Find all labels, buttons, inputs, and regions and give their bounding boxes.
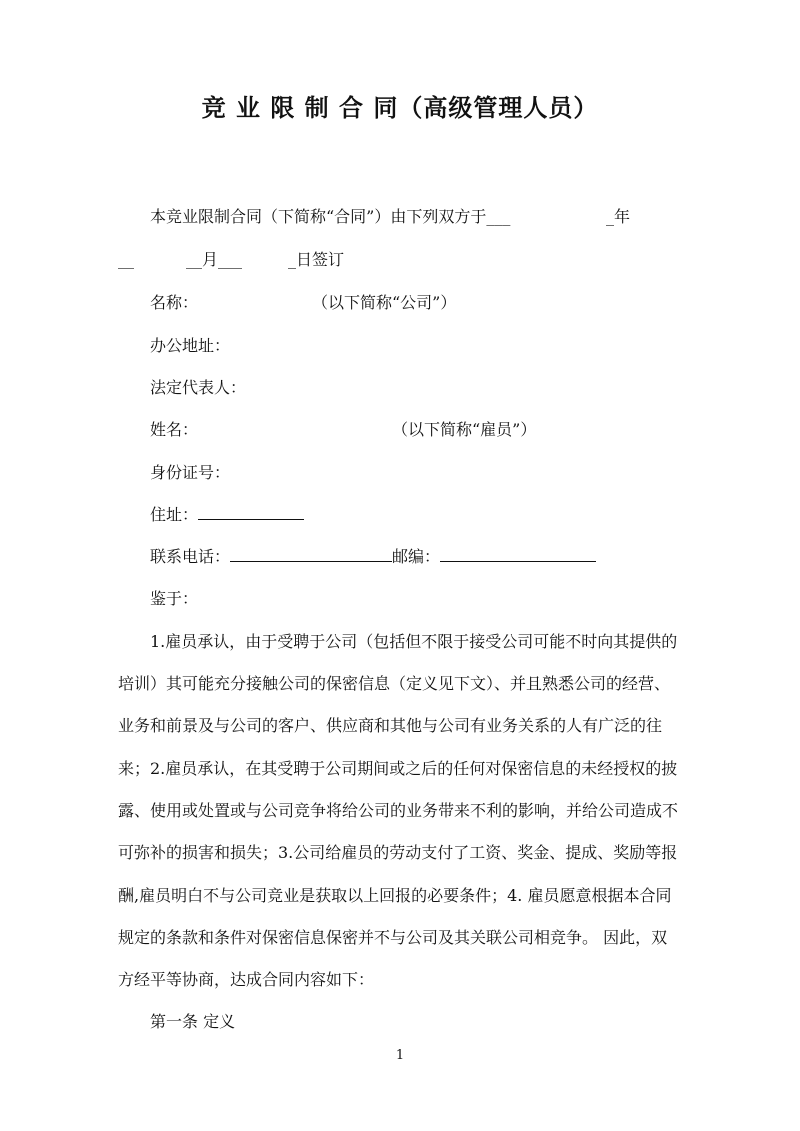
body-line: 1.雇员承认，由于受聘于公司（包括但不限于接受公司可能不时向其提供的 xyxy=(150,632,678,651)
company-address-label: 办公地址： xyxy=(150,336,231,355)
body-line: 培训）其可能充分接触公司的保密信息（定义见下文）、并且熟悉公司的经营、 xyxy=(118,674,671,693)
employee-id-label: 身份证号： xyxy=(150,463,231,482)
body-line: 规定的条款和条件对保密信息保密并不与公司及其关联公司相竞争。 因此，双 xyxy=(118,928,668,947)
body-line: 来；2.雇员承认，在其受聘于公司期间或之后的任何对保密信息的未经授权的披 xyxy=(118,759,678,778)
employee-name-label: 姓名： xyxy=(150,420,199,439)
address-blank-line xyxy=(198,505,304,520)
employee-name-note: （以下简称“雇员”） xyxy=(392,420,537,439)
article-1-heading: 第一条 定义 xyxy=(150,1012,236,1031)
phone-blank-line xyxy=(230,547,392,562)
employee-phone-label: 联系电话： xyxy=(150,547,231,566)
body-line: 可弥补的损害和损失；3.公司给雇员的劳动支付了工资、奖金、提成、奖励等报 xyxy=(118,843,678,862)
intro-month: __月___ xyxy=(186,250,243,269)
employee-zip-label: 邮编： xyxy=(392,547,441,566)
employee-phone-row xyxy=(150,547,596,567)
employee-address-row xyxy=(150,505,304,525)
body-line: 业务和前景及与公司的客户、供应商和其他与公司有业务关系的人有广泛的往 xyxy=(118,716,663,735)
intro-day: _日签订 xyxy=(288,250,345,269)
company-name-label: 名称： xyxy=(150,293,199,312)
intro-blank: __ xyxy=(118,250,134,269)
company-name-note: （以下简称“公司”） xyxy=(312,293,457,312)
company-rep-label: 法定代表人： xyxy=(150,378,247,397)
intro-year: _年 xyxy=(606,207,631,226)
body-line: 露、使用或处置或与公司竞争将给公司的业务带来不利的影响，并给公司造成不 xyxy=(118,801,679,820)
zip-blank-line xyxy=(440,547,596,562)
body-line: 酬,雇员明白不与公司竞业是获取以上回报的必要条件；4. 雇员愿意根据本合同 xyxy=(118,886,672,905)
intro-text: 本竞业限制合同（下简称“合同”）由下列双方于___ xyxy=(150,207,511,226)
whereas-label: 鉴于： xyxy=(150,589,199,608)
body-line: 方经平等协商，达成合同内容如下： xyxy=(118,970,375,989)
page-number: 1 xyxy=(395,1048,405,1063)
employee-address-label: 住址： xyxy=(150,505,199,524)
intro-line-1 xyxy=(150,207,510,227)
page-title: 竞 业 限 制 合 同（高级管理人员） xyxy=(201,93,599,122)
